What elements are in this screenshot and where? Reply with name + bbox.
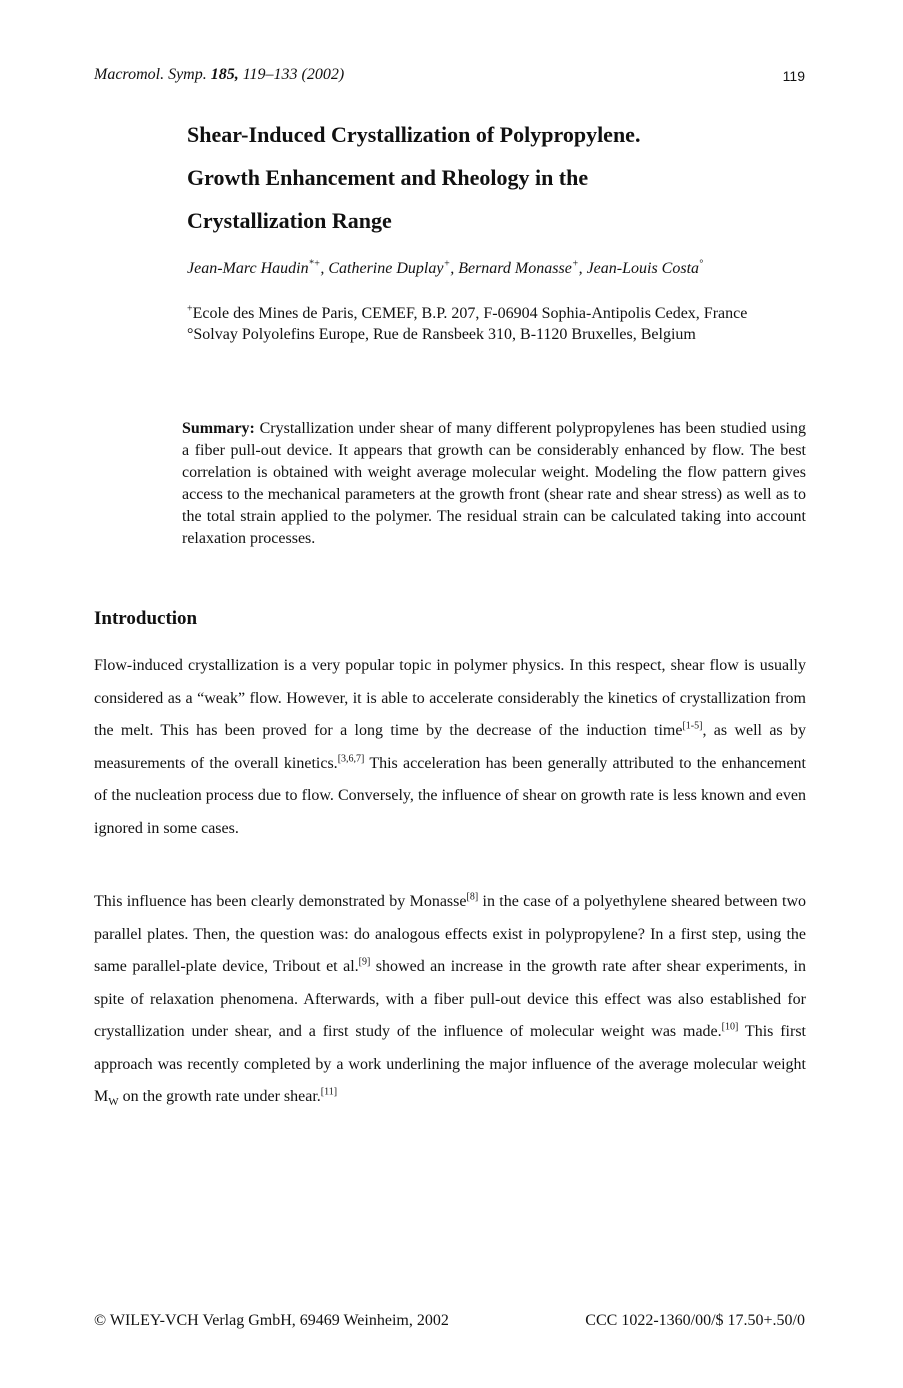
paper-title — [187, 113, 827, 242]
citation: [3,6,7] — [337, 753, 365, 765]
abstract-text: Crystallization under shear of many different polypropylenes has been studied using a fiber pull-out device. It appears that growth can be considerably enhanced by flow. The best correlation is obtained with weight average molecular weight. Modeling the flow pattern gives access to the mechanical parameters at the growth front (shear rate and shear stress) as well as to the total strain applied to the polymer. The residual strain can be calculated taking into account relaxation processes. — [182, 420, 806, 547]
citation: [8] — [466, 891, 479, 903]
author-mark: + — [571, 258, 579, 270]
author-list — [187, 260, 827, 278]
ccc-code: CCC 1022-1360/00/$ 17.50+.50/0 — [585, 1312, 805, 1329]
citation: [10] — [721, 1021, 739, 1033]
running-head — [94, 66, 805, 88]
journal-volume: 185, — [210, 66, 239, 83]
title-line-1: Shear-Induced Crystallization of Polypropylene. — [187, 122, 641, 147]
page-number: 119 — [782, 68, 805, 84]
journal-reference — [94, 66, 344, 84]
title-line-3: Crystallization Range — [187, 208, 392, 233]
abstract — [182, 418, 806, 550]
author-name: Bernard Monasse — [458, 260, 572, 277]
citation: [11] — [320, 1086, 338, 1098]
citation: [1-5] — [682, 720, 703, 732]
page-footer — [94, 1312, 805, 1334]
author-mark: ° — [699, 258, 704, 270]
journal-pages-year: 119–133 (2002) — [242, 66, 345, 83]
author-name: Jean-Marc Haudin — [187, 260, 309, 277]
author-name: Jean-Louis Costa — [586, 260, 700, 277]
section-heading: Introduction — [94, 608, 198, 629]
affiliation-mark: + — [187, 303, 193, 315]
text-run: This first approach was recently completed by a work underlining the major influence of the average molecular weight M — [94, 1023, 806, 1105]
affiliations — [187, 303, 809, 345]
paragraph-1 — [94, 650, 806, 845]
affiliation-2: °Solvay Polyolefins Europe, Rue de Ransbeek 310, B-1120 Bruxelles, Belgium — [187, 326, 696, 343]
author-name: Catherine Duplay — [328, 260, 444, 277]
text-run: in the case of a polyethylene sheared between two parallel plates. Then, the question was: do analogous effects exist in polypropylene? In a first step, using the same parallel-plate device, Tribout et al. — [94, 893, 806, 975]
abstract-label: Summary: — [182, 420, 255, 437]
title-line-2: Growth Enhancement and Rheology in the — [187, 165, 589, 190]
subscript: W — [108, 1096, 119, 1109]
author-mark: + — [443, 258, 451, 270]
author-separator: , — [450, 260, 459, 277]
copyright-notice: © WILEY-VCH Verlag GmbH, 69469 Weinheim, 2002 — [94, 1312, 449, 1329]
text-run: This acceleration has been generally attributed to the enhancement of the nucleation process due to flow. Conversely, the influence of shear on growth rate is less known and even ignored in some cases. — [94, 754, 807, 837]
author-mark: *+ — [308, 258, 321, 270]
paragraph-2 — [94, 886, 806, 1119]
text-run: This influence has been clearly demonstrated by Monasse — [94, 893, 467, 910]
text-run: Flow-induced crystallization is a very popular topic in polymer physics. In this respect, shear flow is usually considered as a “weak” flow. However, it is able to accelerate considerably the kinetics of crystallization from the melt. This has been proved for a long time by the decrease of the induction time — [94, 657, 806, 739]
author-separator: , — [320, 260, 329, 277]
citation: [9] — [358, 956, 371, 968]
text-run: on the growth rate under shear. — [118, 1088, 321, 1105]
text-run: showed an increase in the growth rate after shear experiments, in spite of relaxation phenomena. Afterwards, with a fiber pull-out device this effect was also established for crystallization under shear, and a first study of the influence of molecular weight was made. — [94, 958, 807, 1040]
author-separator: , — [578, 260, 587, 277]
affiliation-text: Ecole des Mines de Paris, CEMEF, B.P. 207, F-06904 Sophia-Antipolis Cedex, France — [192, 305, 748, 322]
affiliation-1 — [187, 303, 809, 324]
text-run: , as well as by measurements of the overall kinetics. — [94, 722, 806, 772]
journal-name: Macromol. Symp. — [94, 66, 207, 83]
